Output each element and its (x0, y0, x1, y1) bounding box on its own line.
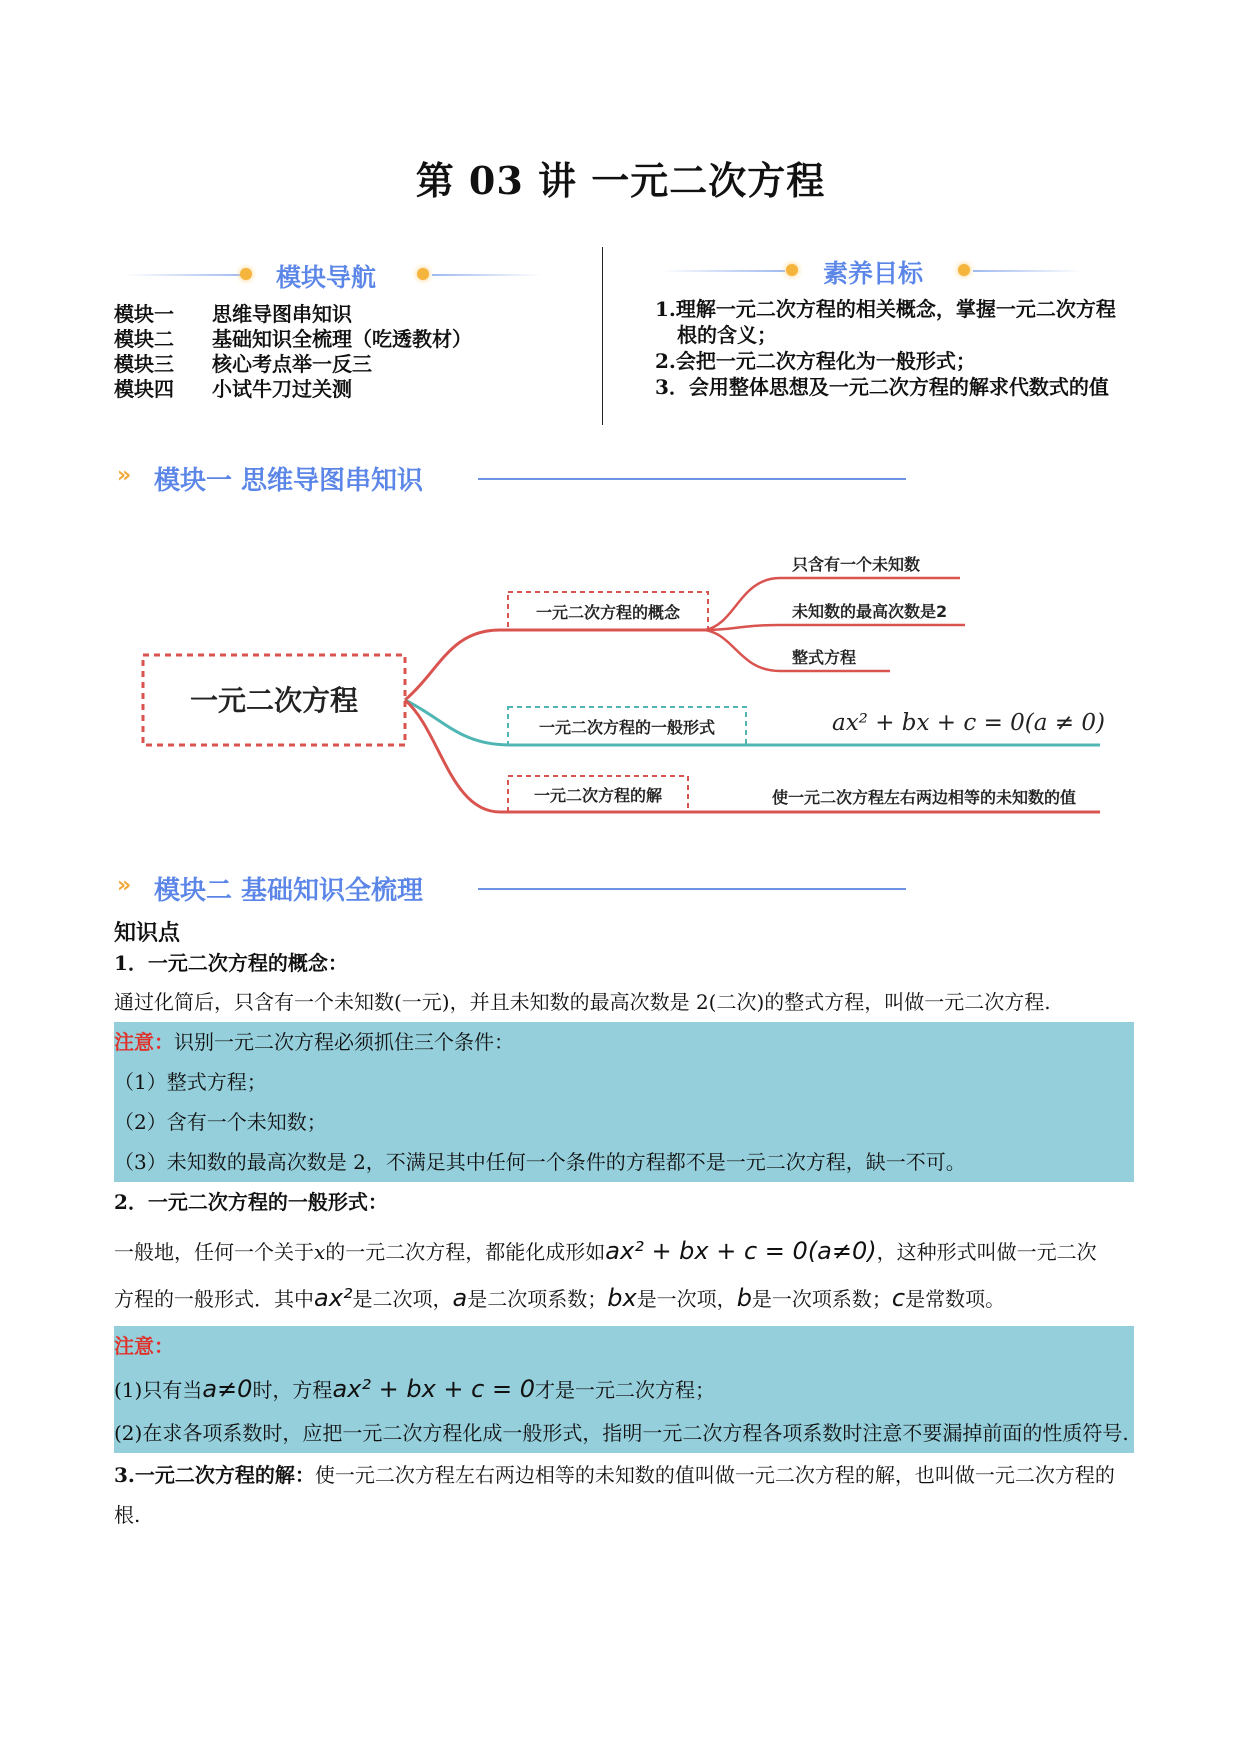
goals-heading: 素养目标 (823, 259, 924, 288)
mindmap-root: 一元二次方程 (189, 684, 359, 717)
goals-heading-dot-left (786, 264, 798, 276)
note-1-item: （2）含有一个未知数； (114, 1110, 327, 1134)
page-title: 第 03 讲 一元二次方程 (415, 158, 826, 203)
module1-heading: 模块一 思维导图串知识 (154, 466, 424, 496)
note-box-2 (114, 1326, 1134, 1453)
column-divider (602, 247, 603, 425)
leaf-curve-2 (705, 625, 965, 630)
text-run: 方程的一般形式．其中 (114, 1287, 314, 1311)
text-run: 是二次项， (352, 1287, 453, 1311)
text-run: 一般地，任何一个关于 (114, 1240, 314, 1264)
section-1-text: 通过化简后，只含有一个未知数(一元)，并且未知数的最高次数是 2(二次)的整式方程，叫做一元二次方程. (114, 990, 1051, 1014)
math-a: a (452, 1284, 468, 1312)
math-bx: bx (607, 1284, 637, 1312)
concept-leaf-1: 只含有一个未知数 (792, 555, 921, 574)
goals-heading-line-right (973, 270, 1083, 272)
solution-leaf: 使一元二次方程左右两边相等的未知数的值 (772, 788, 1077, 807)
text-run: 是常数项。 (905, 1287, 1006, 1311)
nav-item-label: 小试牛刀过关测 (212, 377, 352, 401)
math-ax2: ax² (314, 1284, 353, 1312)
nav-item-1[interactable] (114, 302, 472, 327)
math-b: b (736, 1284, 752, 1312)
note-2-item-1 (114, 1366, 1134, 1413)
nav-item-label: 基础知识全梳理（吃透教材） (212, 327, 472, 351)
goals-list (655, 296, 1135, 400)
nav-item-key: 模块三 (114, 352, 174, 376)
goals-heading-dot-right (958, 264, 970, 276)
math-general-form: ax² + bx + c = 0(a≠0) (605, 1237, 877, 1265)
section-3-text: 使一元二次方程左右两边相等的未知数的值叫做一元二次方程的解，也叫做一元二次方程的根. (114, 1463, 1115, 1527)
branch-form: 一元二次方程的一般形式 (538, 718, 716, 737)
nav-item-key: 模块四 (114, 377, 174, 401)
math-condition: a≠0 (202, 1375, 253, 1403)
math-equation: ax² + bx + c = 0 (332, 1375, 535, 1403)
section-2-paragraph (114, 1228, 1134, 1322)
text-run: 是一次项， (636, 1287, 737, 1311)
concept-leaf-2: 未知数的最高次数是2 (792, 602, 948, 621)
text-run: 是一次项系数； (751, 1287, 892, 1311)
text-run: ，这种形式叫做一元二次 (876, 1240, 1097, 1264)
section-1-title: 1．一元二次方程的概念： (114, 951, 348, 975)
text-run: 是二次项系数； (467, 1287, 608, 1311)
note-1-label: 注意： (114, 1030, 174, 1054)
nav-item-3[interactable] (114, 352, 472, 377)
module2-heading-line (478, 888, 906, 890)
text-run: 时，方程 (252, 1378, 333, 1402)
goals-heading-line-left (660, 270, 785, 272)
form-leaf-formula: ax² + bx + c = 0(a ≠ 0) (832, 710, 1105, 736)
note-box-1 (114, 1022, 1134, 1182)
nav-item-2[interactable] (114, 327, 472, 352)
knowledge-heading: 知识点 (114, 920, 181, 946)
nav-heading-dot-left (240, 268, 252, 280)
branch-solution: 一元二次方程的解 (533, 786, 663, 805)
chevron-right-icon: » (117, 873, 132, 898)
mind-map (0, 530, 1241, 860)
nav-heading-line-right (432, 274, 542, 276)
nav-item-key: 模块二 (114, 327, 174, 351)
nav-heading-line-left (125, 274, 245, 276)
module1-heading-line (478, 478, 906, 480)
note-2-label: 注意： (114, 1334, 174, 1358)
concept-leaf-3: 整式方程 (792, 648, 857, 667)
goal-item: 2.会把一元二次方程化为一般形式； (655, 349, 976, 373)
note-1-text: 识别一元二次方程必须抓住三个条件： (174, 1030, 514, 1054)
nav-item-label: 核心考点举一反三 (212, 352, 372, 376)
branch-concept: 一元二次方程的概念 (535, 603, 681, 622)
note-2-item-2: (2)在求各项系数时，应把一元二次方程化成一般形式，指明一元二次方程各项系数时注意不要漏掉前面的性质符号. (114, 1421, 1129, 1445)
goal-item: 1.理解一元二次方程的相关概念，掌握一元二次方程根的含义； (655, 297, 1116, 347)
nav-heading: 模块导航 (276, 263, 377, 292)
section-2-title: 2．一元二次方程的一般形式： (114, 1190, 388, 1214)
section-3-title: 3.一元二次方程的解： (114, 1463, 315, 1487)
text-run: 才是一元二次方程； (534, 1378, 715, 1402)
section-3 (114, 1455, 1134, 1535)
module2-heading: 模块二 基础知识全梳理 (154, 876, 424, 906)
math-c: c (891, 1284, 906, 1312)
branch-concept-curve (405, 630, 705, 700)
knowledge-content (114, 918, 1134, 1535)
note-1-item: （1）整式方程； (114, 1070, 267, 1094)
nav-item-4[interactable] (114, 377, 472, 402)
chevron-right-icon: » (117, 463, 132, 488)
goal-item: 3．会用整体思想及一元二次方程的解求代数式的值 (655, 375, 1109, 399)
nav-heading-dot-right (417, 268, 429, 280)
nav-item-label: 思维导图串知识 (212, 302, 352, 326)
text-run: 的一元二次方程，都能化成形如 (325, 1240, 606, 1264)
module-nav-list (114, 302, 472, 402)
nav-item-key: 模块一 (114, 302, 174, 326)
text-run: (1)只有当 (114, 1378, 203, 1402)
math-x: x (314, 1240, 326, 1264)
note-1-item: （3）未知数的最高次数是 2，不满足其中任何一个条件的方程都不是一元二次方程，缺一不可。 (114, 1150, 966, 1174)
